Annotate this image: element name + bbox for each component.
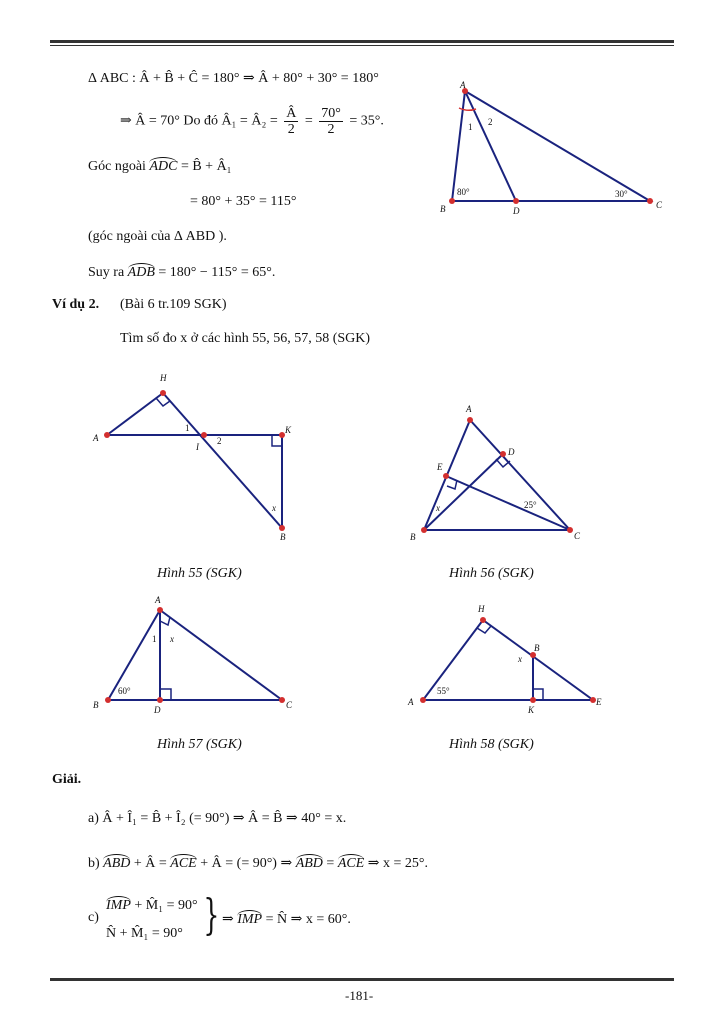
label-e: E: [437, 462, 443, 472]
solution-a: a) Â + Î₁ = B̂ + Î₂ (= 90°) ⇒ Â = B̂ ⇒ 40° = x.: [88, 811, 347, 826]
label-x: x: [272, 503, 276, 513]
solution-c-line2: N̂ + M̂₁ = 90°: [106, 926, 183, 941]
figure-55: [90, 370, 310, 550]
header-rule-thin: [50, 45, 674, 46]
eq-line-1: Δ ABC : Â + B̂ + Ĉ = 180° ⇒ Â + 80° + 30° = 180°: [88, 71, 379, 86]
angle-b-label: 80°: [457, 187, 470, 197]
example-task: Tìm số đo x ở các hình 55, 56, 57, 58 (SGK): [120, 331, 371, 346]
label-b: B: [440, 204, 446, 214]
right-brace: }: [203, 890, 220, 939]
label-b: B: [410, 532, 416, 542]
label-x: x: [518, 654, 522, 664]
label-e: E: [596, 697, 602, 707]
example-label: Ví dụ 2.: [52, 297, 100, 312]
fraction-1: $\frac{Â}{2}$: [286, 106, 297, 137]
figure-57: [90, 595, 310, 720]
label-x: x: [170, 634, 174, 644]
angle-1-label: 1: [468, 122, 473, 132]
label-a: A: [408, 697, 414, 707]
solution-b: b) ABD + Â = ACE + Â = (= 90°) ⇒ ABD = ACE ⇒ x = 25°.: [88, 856, 429, 871]
figure-58: [400, 600, 610, 720]
triangle-abc-figure: [430, 80, 670, 220]
label-d: D: [154, 705, 161, 715]
caption-fig58: Hình 58 (SGK): [449, 737, 534, 752]
label-c: C: [574, 531, 581, 541]
label-d: D: [508, 447, 515, 457]
angle-c-label: 30°: [615, 189, 628, 199]
eq-line-6: Suy ra ADB = 180° − 115° = 65°.: [88, 265, 276, 280]
page-number: -181-: [345, 988, 374, 1003]
label-b: B: [93, 700, 99, 710]
eq-line-5: (góc ngoài của Δ ABD ).: [88, 229, 227, 244]
label-a: A: [466, 404, 472, 414]
label-b: B: [534, 643, 540, 653]
label-c: C: [286, 700, 293, 710]
example-ref: (Bài 6 tr.109 SGK): [120, 297, 227, 312]
angle-1-label: 1: [152, 634, 157, 644]
angle-25-label: 25°: [524, 500, 537, 510]
eq-line-4: = 80° + 35° = 115°: [190, 194, 297, 209]
angle-55-label: 55°: [437, 686, 450, 696]
label-a: A: [460, 80, 466, 90]
figure-56: [400, 400, 600, 550]
solution-c-prefix: c): [88, 910, 99, 925]
caption-fig56: Hình 56 (SGK): [449, 566, 534, 581]
label-h: H: [160, 373, 167, 383]
fraction-2: $\frac{70^\circ}{2}$: [321, 106, 341, 137]
label-i: I: [196, 442, 199, 452]
label-d: D: [513, 206, 520, 216]
solution-c-result: ⇒ IMP = N̂ ⇒ x = 60°.: [222, 912, 351, 927]
label-a: A: [155, 595, 161, 605]
solution-c-line1: IMP + M̂₁ = 90°: [106, 898, 198, 913]
solution-title: Giải.: [52, 772, 82, 787]
angle-2-label: 2: [488, 117, 493, 127]
caption-fig55: Hình 55 (SGK): [157, 566, 242, 581]
eq-line-3: Góc ngoài ADC = B̂ + Â₁: [88, 159, 232, 174]
angle-1-label: 1: [185, 423, 190, 433]
label-b: B: [280, 532, 286, 542]
label-k: K: [285, 425, 292, 435]
label-c: C: [656, 200, 663, 210]
angle-60-label: 60°: [118, 686, 131, 696]
angle-2-label: 2: [217, 436, 222, 446]
label-a: A: [93, 433, 99, 443]
label-h: H: [478, 604, 485, 614]
eq-line-2: ⇒ Â = 70° Do đó Â₁ = Â₂ = $\frac{Â}{2}$ = $\frac{70^\circ}{2}$ = 35°.: [120, 106, 384, 137]
footer-rule: [50, 978, 674, 981]
label-x: x: [436, 503, 440, 513]
caption-fig57: Hình 57 (SGK): [157, 737, 242, 752]
label-k: K: [528, 705, 535, 715]
header-rule: [50, 40, 674, 43]
